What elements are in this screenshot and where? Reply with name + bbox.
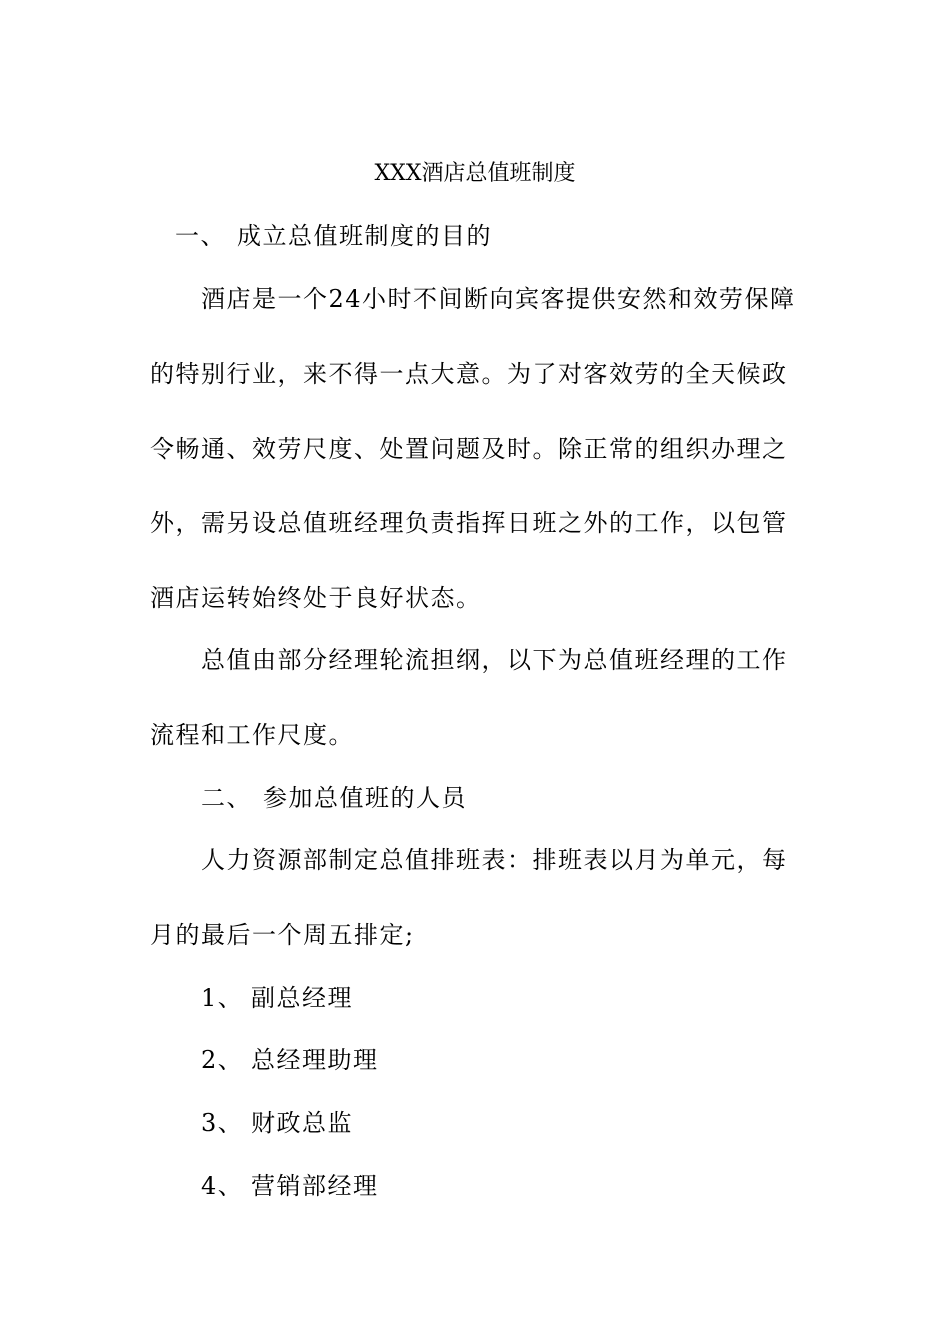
paragraph-line: 外，需另设总值班经理负责指挥日班之外的工作，以包管 xyxy=(150,509,788,537)
section-heading-text: 参加总值班的人员 xyxy=(263,784,467,812)
list-item-text: 营销部经理 xyxy=(251,1172,379,1200)
paragraph-line: 流程和工作尺度。 xyxy=(150,721,354,749)
list-item-number: 2、 xyxy=(201,1046,244,1074)
list-item xyxy=(201,1107,353,1139)
paragraph-line: 总值由部分经理轮流担纲，以下为总值班经理的工作 xyxy=(201,646,788,674)
paragraph-line: 的特别行业，来不得一点大意。为了对客效劳的全天候政 xyxy=(150,360,788,388)
document-title: XXX酒店总值班制度 xyxy=(374,161,576,186)
paragraph-line: 月的最后一个周五排定; xyxy=(150,921,415,949)
list-item-number: 3、 xyxy=(201,1109,244,1137)
list-item xyxy=(201,982,353,1014)
section-heading-2 xyxy=(201,782,467,814)
paragraph-line: 酒店运转始终处于良好状态。 xyxy=(150,584,482,612)
section-number: 一、 xyxy=(175,222,226,250)
paragraph-line: 酒店是一个24小时不间断向宾客提供安然和效劳保障 xyxy=(201,285,796,313)
paragraph-line: 人力资源部制定总值排班表：排班表以月为单元，每 xyxy=(201,846,788,874)
list-item xyxy=(201,1170,379,1202)
list-item xyxy=(201,1044,379,1076)
section-heading-1 xyxy=(175,220,492,252)
list-item-number: 4、 xyxy=(201,1172,244,1200)
section-heading-text: 成立总值班制度的目的 xyxy=(237,222,492,250)
list-item-text: 副总经理 xyxy=(251,984,353,1012)
list-item-text: 总经理助理 xyxy=(251,1046,379,1074)
paragraph-line: 令畅通、效劳尺度、处置问题及时。除正常的组织办理之 xyxy=(150,435,788,463)
section-number: 二、 xyxy=(201,784,252,812)
list-item-number: 1、 xyxy=(201,984,244,1012)
list-item-text: 财政总监 xyxy=(251,1109,353,1137)
